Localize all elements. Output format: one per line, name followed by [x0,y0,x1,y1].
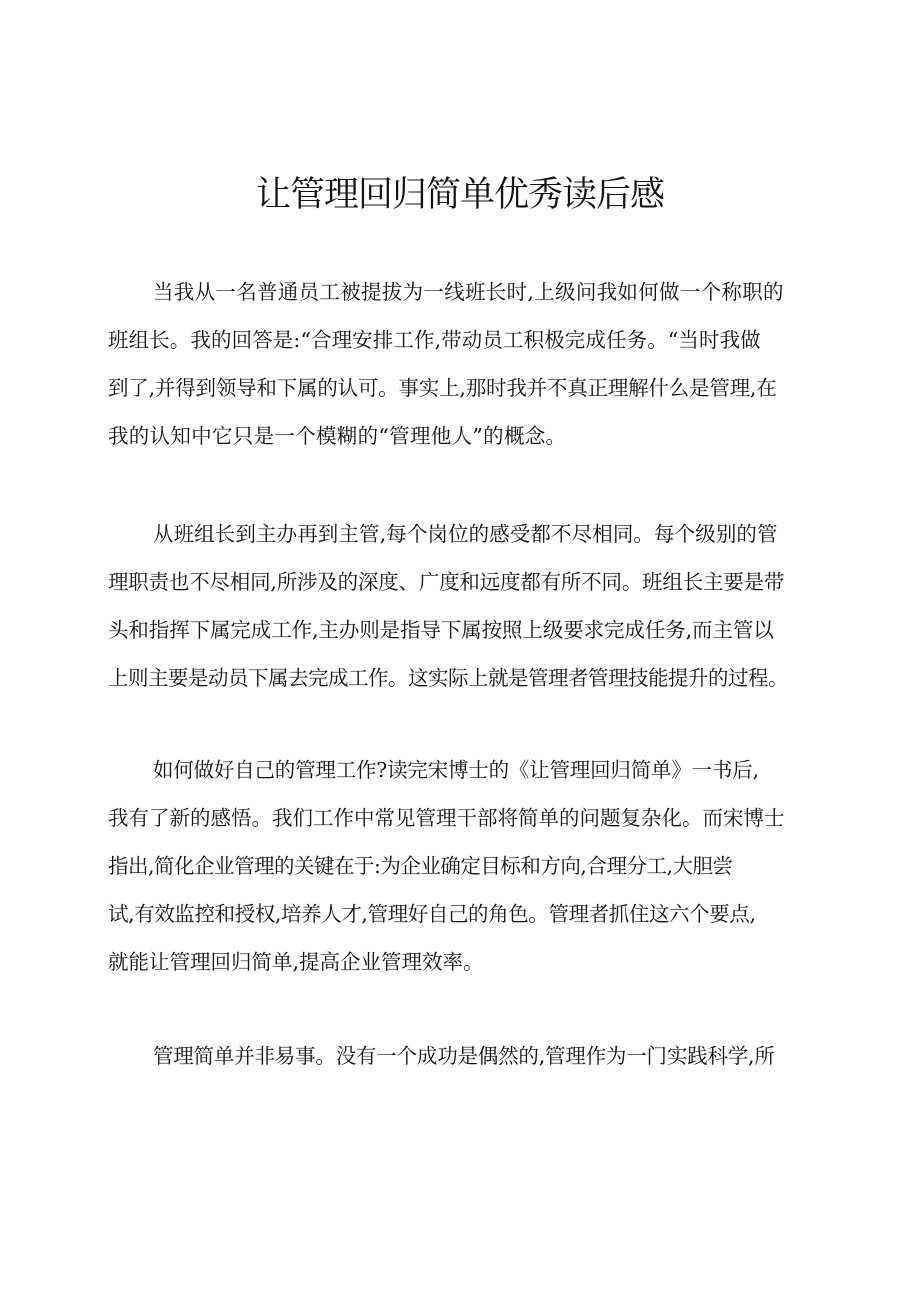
paragraph-line: 从班组长到主办再到主管,每个岗位的感受都不尽相同。每个级别的管 [153,522,778,546]
paragraph-line: 到了,并得到领导和下属的认可。事实上,那时我并不真正理解什么是管理,在 [108,376,777,400]
paragraph-line: 理职责也不尽相同,所涉及的深度、广度和远度都有所不同。班组长主要是带 [108,570,785,594]
paragraph-line: 管理简单并非易事。没有一个成功是偶然的,管理作为一门实践科学,所 [153,1044,775,1068]
paragraph-line: 当我从一名普通员工被提拔为一线班长时,上级问我如何做一个称职的 [153,280,784,304]
paragraph-line: 试,有效监控和授权,培养人才,管理好自己的角色。管理者抓住这六个要点, [108,902,756,926]
page-title: 让管理回归简单优秀读后感 [255,175,664,215]
paragraph-line: 头和指挥下属完成工作,主办则是指导下属按照上级要求完成任务,而主管以 [108,618,774,642]
paragraph-line: 就能让管理回归简单,提高企业管理效率。 [108,950,484,974]
paragraph-line: 我的认知中它只是一个模糊的“管理他人”的概念。 [108,424,567,448]
paragraph-line: 上则主要是动员下属去完成工作。这实际上就是管理者管理技能提升的过程。 [108,666,788,690]
paragraph-line: 如何做好自己的管理工作?读完宋博士的《让管理回归简单》一书后, [153,758,759,782]
paragraph-line: 我有了新的感悟。我们工作中常见管理干部将简单的问题复杂化。而宋博士 [108,806,785,830]
paragraph-line: 班组长。我的回答是:“合理安排工作,带动员工积极完成任务。“当时我做 [108,328,761,352]
paragraph-line: 指出,简化企业管理的关键在于:为企业确定目标和方向,合理分工,大胆尝 [108,854,733,878]
